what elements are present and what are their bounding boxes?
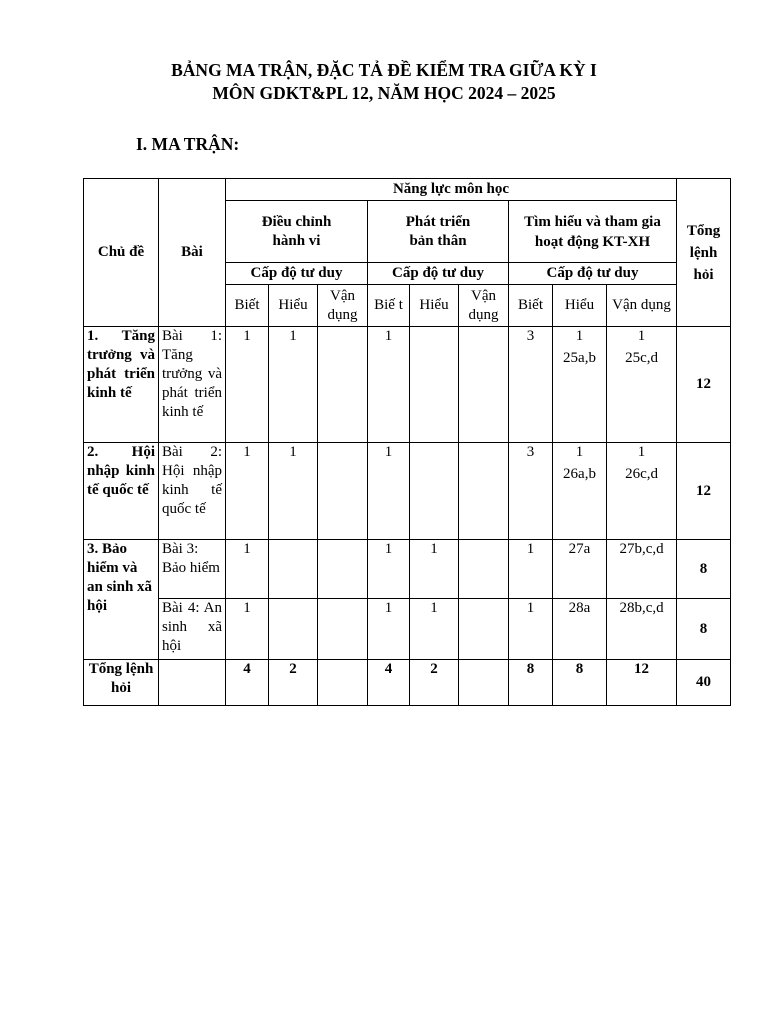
total-cell: 2 [269, 660, 318, 706]
value-cell [410, 327, 459, 443]
value-cell: 28b,c,d [607, 599, 677, 660]
value-cell: 1 26a,b [553, 443, 607, 540]
value-cell: 1 25a,b [553, 327, 607, 443]
value-cell: 28a [553, 599, 607, 660]
row-total: 12 [677, 443, 731, 540]
level-hieu: Hiểu [410, 285, 459, 327]
table-row [84, 540, 731, 599]
total-cell: 8 [553, 660, 607, 706]
total-cell [318, 660, 368, 706]
document-title-line2: MÔN GDKT&PL 12, NĂM HỌC 2024 – 2025 [212, 83, 556, 103]
document-title-line1: BẢNG MA TRẬN, ĐẶC TẢ ĐỀ KIỂM TRA GIỮA KỲ I [171, 60, 597, 80]
level-biet: Biế t [368, 285, 410, 327]
header-bai: Bài [159, 179, 226, 327]
level-van-dung: Vận dụng [459, 285, 509, 327]
table-row [84, 443, 731, 540]
value-cell [459, 327, 509, 443]
level-hieu: Hiểu [269, 285, 318, 327]
value-cell: 1 [509, 599, 553, 660]
value-cell [318, 327, 368, 443]
table-row [84, 599, 731, 660]
value-cell [318, 599, 368, 660]
section-heading: I. MA TRẬN: [136, 134, 240, 154]
value-cell: 1 [269, 443, 318, 540]
value-cell: 1 26c,d [607, 443, 677, 540]
value-cell: 1 [368, 540, 410, 599]
value-cell: 1 [368, 443, 410, 540]
value-cell [318, 443, 368, 540]
value-cell [269, 599, 318, 660]
topic-cell: 1. Tăng trưởng và phát triển kinh tế [84, 327, 159, 443]
level-biet: Biết [226, 285, 269, 327]
total-cell: 4 [368, 660, 410, 706]
value-cell: 1 [269, 327, 318, 443]
total-cell: 12 [607, 660, 677, 706]
level-van-dung: Vận dụng [318, 285, 368, 327]
value-cell: 1 25c,d [607, 327, 677, 443]
topic-cell: 3. Bảo hiểm và an sinh xã hội [84, 540, 159, 660]
row-total: 8 [677, 599, 731, 660]
value-cell [410, 443, 459, 540]
matrix-table [83, 178, 731, 706]
header-nang-luc: Năng lực môn học [226, 179, 677, 201]
row-total: 8 [677, 540, 731, 599]
topic-cell: 2. Hội nhập kinh tế quốc tế [84, 443, 159, 540]
table-row [84, 327, 731, 443]
value-cell: 3 [509, 443, 553, 540]
value-cell [318, 540, 368, 599]
header-chu-de: Chủ đề [84, 179, 159, 327]
level-hieu: Hiểu [553, 285, 607, 327]
value-cell: 1 [410, 599, 459, 660]
value-cell: 3 [509, 327, 553, 443]
value-cell: 1 [226, 327, 269, 443]
total-cell: 8 [509, 660, 553, 706]
total-label: Tổng lệnh hỏi [84, 660, 159, 706]
value-cell: 1 [368, 327, 410, 443]
level-van-dung: Vận dụng [607, 285, 677, 327]
value-cell: 1 [368, 599, 410, 660]
total-row [84, 660, 731, 706]
lesson-cell: Bài 3: Bảo hiểm [159, 540, 226, 599]
value-cell: 1 [410, 540, 459, 599]
total-lesson-cell [159, 660, 226, 706]
header-cap-do-1: Cấp độ tư duy [226, 263, 368, 285]
value-cell: 27b,c,d [607, 540, 677, 599]
row-total: 12 [677, 327, 731, 443]
value-cell: 1 [226, 540, 269, 599]
value-cell: 27a [553, 540, 607, 599]
header-cap-do-3: Cấp độ tư duy [509, 263, 677, 285]
value-cell [459, 443, 509, 540]
header-group-tim-hieu: Tìm hiểu và tham gia hoạt động KT-XH [509, 201, 677, 263]
header-tong: Tổng lệnh hỏi [677, 179, 731, 327]
value-cell [459, 599, 509, 660]
header-group-dieu-chinh: Điều chỉnh hành vi [226, 201, 368, 263]
lesson-cell: Bài 4: An sinh xã hội [159, 599, 226, 660]
header-group-phat-trien: Phát triển bản thân [368, 201, 509, 263]
lesson-cell: Bài 2: Hội nhập kinh tế quốc tế [159, 443, 226, 540]
value-cell [459, 540, 509, 599]
value-cell: 1 [226, 599, 269, 660]
total-cell [459, 660, 509, 706]
level-biet: Biết [509, 285, 553, 327]
total-cell: 2 [410, 660, 459, 706]
header-cap-do-2: Cấp độ tư duy [368, 263, 509, 285]
value-cell: 1 [509, 540, 553, 599]
grand-total: 40 [677, 660, 731, 706]
value-cell [269, 540, 318, 599]
value-cell: 1 [226, 443, 269, 540]
total-cell: 4 [226, 660, 269, 706]
lesson-cell: Bài 1: Tăng trưởng và phát triển kinh tế [159, 327, 226, 443]
